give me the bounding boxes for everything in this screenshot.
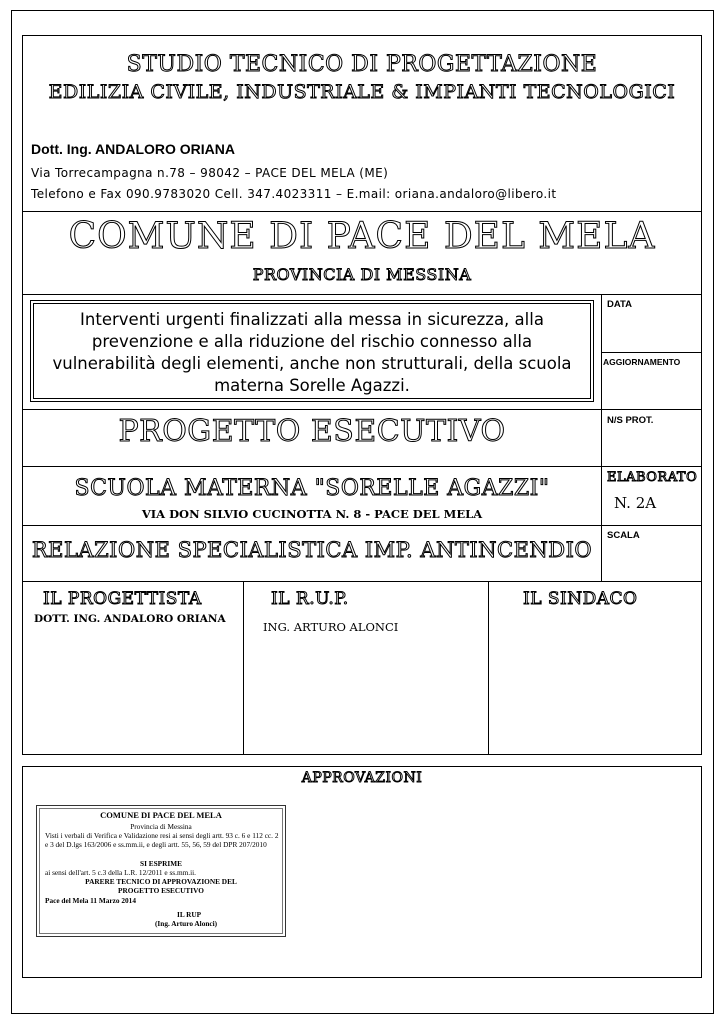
school-name: SCUOLA MATERNA "SORELLE AGAZZI" — [74, 476, 550, 501]
description-box — [30, 300, 594, 402]
engineer-name: Dott. Ing. ANDALORO ORIANA — [31, 141, 236, 157]
description-text: Interventi urgenti finalizzati alla messa in sicurezza, alla prevenzione e alla riduzione del rischio connesso alla vulnerabilità degli elementi, anche non strutturali, della scuola materna Sorelle Agazzi. — [52, 310, 572, 395]
studio-address: Via Torrecampagna n.78 – 98042 – PACE DEL MELA (ME) — [31, 166, 389, 180]
divider — [23, 525, 701, 526]
project-phase: PROGETTO ESECUTIVO — [118, 414, 506, 449]
title-block — [22, 35, 702, 755]
divider — [243, 581, 244, 754]
approvals-title: APPROVAZIONI — [301, 770, 423, 786]
divider — [23, 581, 701, 582]
stamp-line: IL RUP — [177, 910, 202, 919]
progettista-title: IL PROGETTISTA — [43, 589, 202, 609]
document-title: RELAZIONE SPECIALISTICA IMP. ANTINCENDIO — [31, 538, 593, 562]
divider — [601, 352, 701, 353]
studio-contacts: Telefono e Fax 090.9783020 Cell. 347.4023311 – E.mail: oriana.andaloro@libero.it — [31, 187, 557, 201]
provincia-name: PROVINCIA DI MESSINA — [252, 265, 472, 284]
elaborato-label: ELABORATO — [607, 470, 698, 485]
studio-subtitle: EDILIZIA CIVILE, INDUSTRIALE & IMPIANTI TECNOLOGICI — [48, 81, 676, 103]
stamp-line: Pace del Mela 11 Marzo 2014 — [45, 896, 136, 905]
sindaco-title: IL SINDACO — [523, 589, 638, 609]
studio-title: STUDIO TECNICO DI PROGETTAZIONE — [126, 52, 598, 77]
approval-stamp — [36, 805, 286, 937]
scala-label: SCALA — [607, 530, 640, 541]
divider — [601, 294, 602, 581]
divider — [23, 211, 701, 212]
stamp-line: (Ing. Arturo Alonci) — [155, 919, 218, 928]
elaborato-number: N. 2A — [614, 494, 657, 512]
data-label: DATA — [607, 299, 632, 310]
stamp-line: SI ESPRIME — [140, 859, 182, 868]
school-address: VIA DON SILVIO CUCINOTTA N. 8 - PACE DEL MELA — [141, 507, 483, 521]
divider — [23, 466, 701, 467]
stamp-line: COMUNE DI PACE DEL MELA — [100, 810, 222, 820]
stamp-line: ai sensi dell'art. 5 c.3 della L.R. 12/2011 e ss.mm.ii. — [45, 868, 197, 877]
divider — [488, 581, 489, 754]
progettista-name: DOTT. ING. ANDALORO ORIANA — [34, 613, 226, 625]
rup-name: ING. ARTURO ALONCI — [263, 620, 399, 634]
prot-label: N/S PROT. — [607, 415, 654, 426]
stamp-line: Visti i verbali di Verifica e Validazione resi ai sensi degli artt. 93 c. 6 e 112 cc. 2 e 3 del D.lgs 163/2006 e ss.mm.ii, e degli artt. 55, 56, 59 del DPR 207/2010 — [45, 831, 279, 849]
aggiornamento-label: AGGIORNAMENTO — [603, 357, 681, 367]
divider — [23, 294, 701, 295]
comune-name: COMUNE DI PACE DEL MELA — [68, 216, 656, 257]
stamp-line: Provincia di Messina — [130, 822, 192, 831]
stamp-line: PARERE TECNICO DI APPROVAZIONE DEL PROGETTO ESECUTIVO — [85, 877, 237, 895]
rup-title: IL R.U.P. — [271, 589, 349, 609]
divider — [23, 409, 701, 410]
